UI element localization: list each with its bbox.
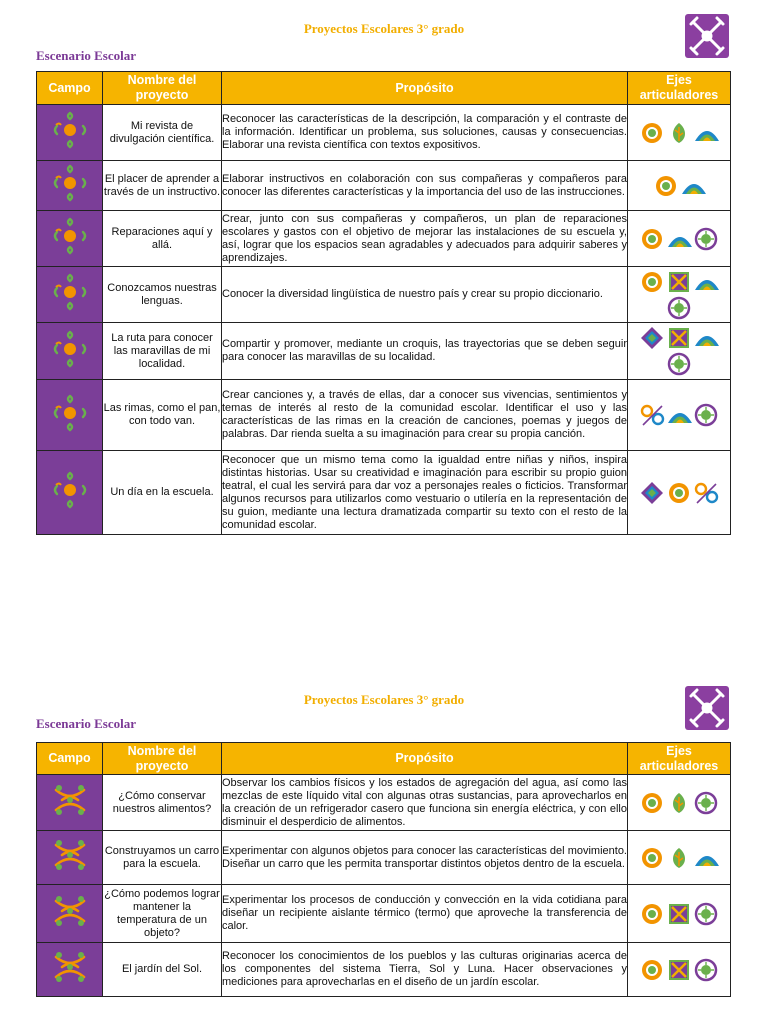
artes-experiencias-icon: [694, 227, 718, 251]
interculturalidad-icon: [640, 958, 664, 982]
interculturalidad-icon: [640, 846, 664, 870]
project-name: Reparaciones aquí y allá.: [103, 211, 222, 267]
project-purpose: Reconocer las características de la descripción, la comparación y el contraste de la información. Identificar un problema, sus soluciones, causas y consecuencias. Elaborar una revista científica con textos expositivos.: [222, 105, 628, 161]
project-name: Mi revista de divulgación científica.: [103, 105, 222, 161]
project-name: Construyamos un carro para la escuela.: [103, 831, 222, 885]
ejes-cell: [628, 380, 731, 451]
igualdad-genero-icon: [640, 403, 664, 427]
pensamiento-critico-icon: [667, 902, 691, 926]
table-row: [37, 380, 731, 451]
page-title: Proyectos Escolares 3° grado: [303, 21, 465, 36]
interculturalidad-icon: [640, 902, 664, 926]
project-name: Un día en la escuela.: [103, 451, 222, 535]
artes-experiencias-icon: [667, 296, 691, 320]
header-campo: Campo: [37, 72, 103, 105]
table-row: [37, 831, 731, 885]
scenario-label: Escenario Escolar: [36, 48, 137, 63]
vida-saludable-icon: [667, 846, 691, 870]
igualdad-genero-icon: [694, 481, 718, 505]
ejes-cell: [628, 451, 731, 535]
table-row: [37, 267, 731, 323]
table-row: [37, 451, 731, 535]
project-purpose: Reconocer que un mismo tema como la igualdad entre niñas y niños, inspira distintas historias. Usar su creatividad e imaginación para escribir su propio guion teatral, el cual les servirá para dar voz a personajes reales o ficticios. Transformar algunos recursos para utilizarlos como vestuario o utilería en la representación de su guion, mediante una lectura dramatizada compartir su texto con el resto de la comunidad escolar.: [222, 451, 628, 535]
interculturalidad-icon: [654, 174, 678, 198]
lectura-escritura-icon: [681, 174, 705, 198]
interculturalidad-icon: [667, 481, 691, 505]
sep-logo: [685, 686, 729, 730]
project-purpose: Reconocer los conocimientos de los pueblos y las culturas originarias acerca de los componentes del sistema Tierra, Sol y Luna. Hacer observaciones y mediciones para aprovecharlas en el diseño de un jardín escolar.: [222, 943, 628, 997]
artes-experiencias-icon: [694, 902, 718, 926]
lenguajes-field-icon: [37, 451, 103, 535]
artes-experiencias-icon: [694, 791, 718, 815]
interculturalidad-icon: [640, 791, 664, 815]
header-ejes: Ejes articuladores: [628, 72, 731, 105]
lectura-escritura-icon: [694, 326, 718, 350]
page-title: Proyectos Escolares 3° grado: [303, 692, 465, 707]
lectura-escritura-icon: [667, 403, 691, 427]
lectura-escritura-icon: [694, 270, 718, 294]
projects-table: [36, 71, 731, 535]
inclusion-icon: [640, 481, 664, 505]
ejes-cell: [628, 943, 731, 997]
lenguajes-field-icon: [37, 211, 103, 267]
table-row: [37, 105, 731, 161]
ejes-cell: [628, 831, 731, 885]
ejes-cell: [628, 105, 731, 161]
project-purpose: Experimentar los procesos de conducción y convección en la vida cotidiana para diseñar un recipiente aislante térmico (termo) que aproveche la transferencia de calor.: [222, 885, 628, 943]
pensamiento-critico-icon: [667, 270, 691, 294]
lenguajes-field-icon: [37, 380, 103, 451]
ejes-cell: [628, 323, 731, 380]
interculturalidad-icon: [640, 270, 664, 294]
vida-saludable-icon: [667, 121, 691, 145]
lectura-escritura-icon: [667, 227, 691, 251]
sep-logo: [685, 14, 729, 58]
header-campo: Campo: [37, 743, 103, 775]
artes-experiencias-icon: [694, 403, 718, 427]
artes-experiencias-icon: [667, 352, 691, 376]
header-nombre: Nombre del proyecto: [103, 72, 222, 105]
project-purpose: Compartir y promover, mediante un croquis, las trayectorias que se deben seguir para conocer las maravillas de su localidad.: [222, 323, 628, 380]
header-ejes: Ejes articuladores: [628, 743, 731, 775]
project-purpose: Crear canciones y, a través de ellas, dar a conocer sus vivencias, sentimientos y temas de interés al resto de la comunidad escolar. Identificar el uso y las características de las rimas en la creación de canciones, poemas y juegos de palabras. Dar rienda suelta a su imaginación para crear su propia canción.: [222, 380, 628, 451]
project-name: Las rimas, como el pan, con todo van.: [103, 380, 222, 451]
ejes-cell: [628, 211, 731, 267]
pensamiento-critico-icon: [667, 958, 691, 982]
table-row: [37, 943, 731, 997]
interculturalidad-icon: [640, 121, 664, 145]
lenguajes-field-icon: [37, 161, 103, 211]
vida-saludable-icon: [667, 791, 691, 815]
artes-experiencias-icon: [694, 958, 718, 982]
header-proposito: Propósito: [222, 743, 628, 775]
project-name: El placer de aprender a través de un instructivo.: [103, 161, 222, 211]
saberes-field-icon: [37, 885, 103, 943]
project-purpose: Elaborar instructivos en colaboración con sus compañeras y compañeros para conocer las diferentes características y la importancia del uso de las instrucciones.: [222, 161, 628, 211]
scenario-label: Escenario Escolar: [36, 716, 137, 731]
project-purpose: Conocer la diversidad lingüística de nuestro país y crear su propio diccionario.: [222, 267, 628, 323]
project-name: ¿Cómo podemos lograr mantener la temperatura de un objeto?: [103, 885, 222, 943]
ejes-cell: [628, 161, 731, 211]
pensamiento-critico-icon: [667, 326, 691, 350]
ejes-cell: [628, 775, 731, 831]
project-purpose: Crear, junto con sus compañeras y compañeros, un plan de reparaciones escolares y gastos con el objetivo de mejorar las instalaciones de su escuela y, así, lograr que los espacios sean agradables y adecuados para adquirir saberes y aprendizajes.: [222, 211, 628, 267]
project-name: ¿Cómo conservar nuestros alimentos?: [103, 775, 222, 831]
lenguajes-field-icon: [37, 323, 103, 380]
inclusion-icon: [640, 326, 664, 350]
table-row: [37, 885, 731, 943]
saberes-field-icon: [37, 831, 103, 885]
table-row: [37, 161, 731, 211]
table-row: [37, 211, 731, 267]
projects-table: [36, 742, 731, 997]
interculturalidad-icon: [640, 227, 664, 251]
ejes-cell: [628, 885, 731, 943]
project-purpose: Experimentar con algunos objetos para conocer las características del movimiento. Diseñar un carro que les permita transportar distintos objetos dentro de la escuela.: [222, 831, 628, 885]
table-row: [37, 323, 731, 380]
lenguajes-field-icon: [37, 105, 103, 161]
project-name: El jardín del Sol.: [103, 943, 222, 997]
table-row: [37, 775, 731, 831]
project-name: Conozcamos nuestras lenguas.: [103, 267, 222, 323]
saberes-field-icon: [37, 775, 103, 831]
lectura-escritura-icon: [694, 121, 718, 145]
header-proposito: Propósito: [222, 72, 628, 105]
ejes-cell: [628, 267, 731, 323]
project-name: La ruta para conocer las maravillas de mi localidad.: [103, 323, 222, 380]
lectura-escritura-icon: [694, 846, 718, 870]
header-nombre: Nombre del proyecto: [103, 743, 222, 775]
project-purpose: Observar los cambios físicos y los estados de agregación del agua, así como las mezclas de este líquido vital con algunas otras sustancias, para aprovecharlos en la creación de un refrigerador casero que funciona sin energía eléctrica, y con ello disminuir el desperdicio de alimentos.: [222, 775, 628, 831]
saberes-field-icon: [37, 943, 103, 997]
lenguajes-field-icon: [37, 267, 103, 323]
